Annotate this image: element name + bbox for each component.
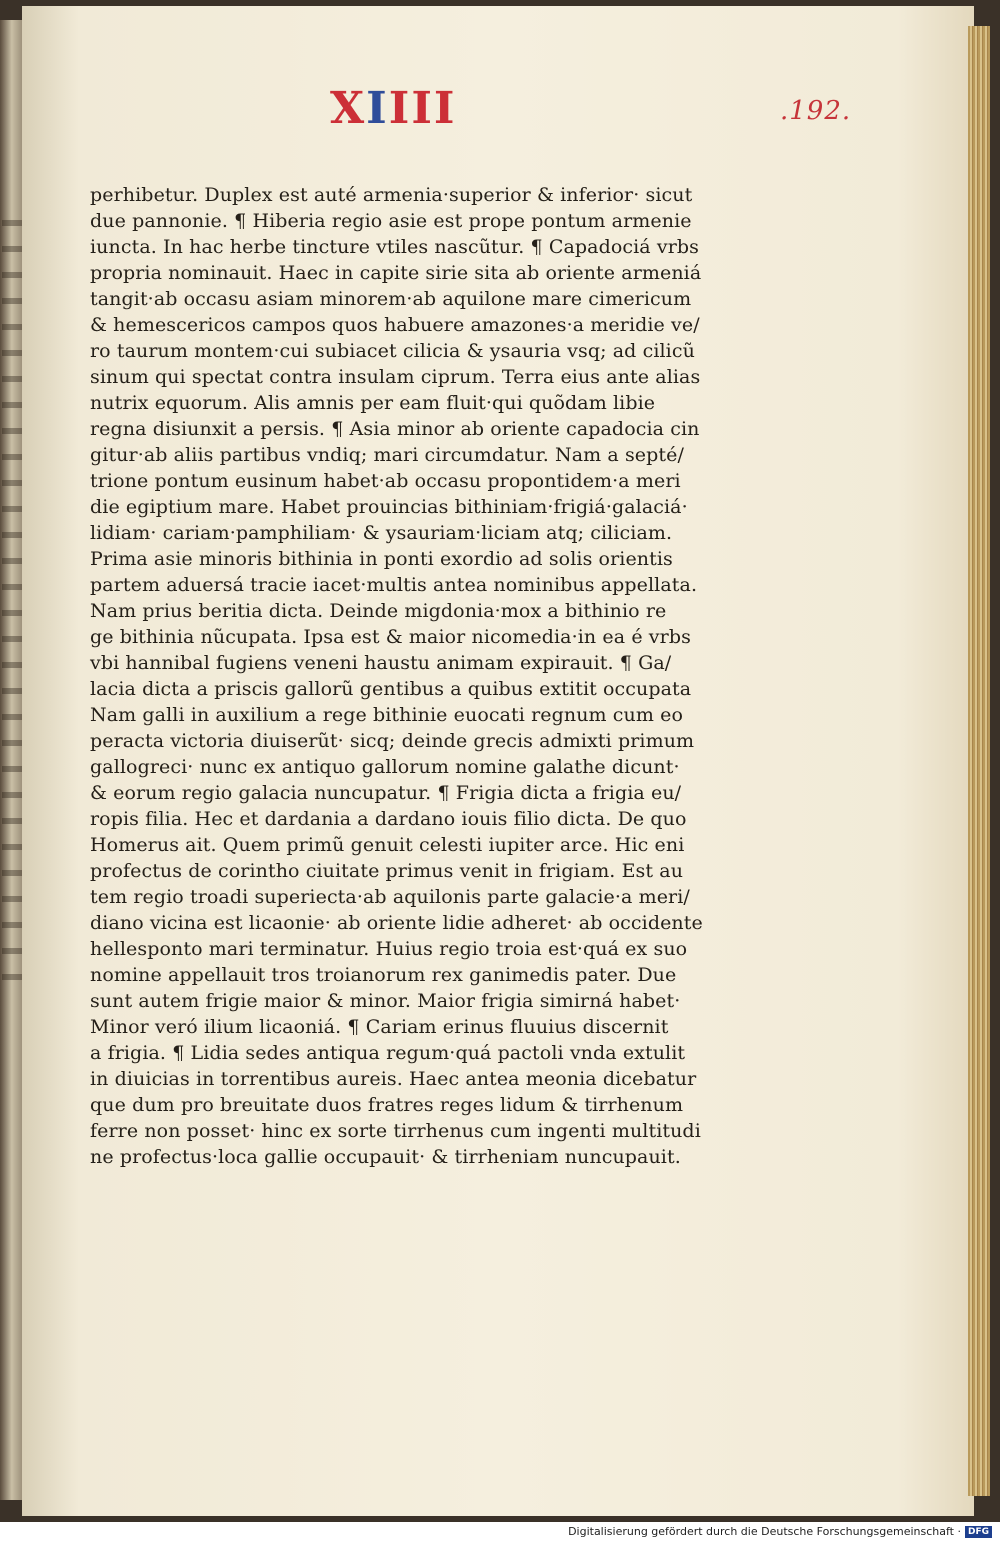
heading-red-1: X — [330, 83, 367, 134]
dfg-logo: DFG — [965, 1526, 992, 1538]
text-line: vbi hannibal fugiens veneni haustu animam expirauit. ¶ Ga/ — [90, 652, 672, 674]
text-line: & hemescericos campos quos habuere amazones·a meridie ve/ — [90, 314, 700, 336]
text-line: iuncta. In hac herbe tincture vtiles nascũtur. ¶ Capadociá vrbs — [90, 236, 699, 258]
text-line: trione pontum eusinum habet·ab occasu propontidem·a meri — [90, 470, 681, 492]
text-line: tem regio troadi superiecta·ab aquilonis parte galacie·a meri/ — [90, 886, 690, 908]
text-line: Prima asie minoris bithinia in ponti exordio ad solis orientis — [90, 548, 673, 570]
text-line: Homerus ait. Quem primũ genuit celesti iupiter arce. Hic eni — [90, 834, 685, 856]
text-line: sinum qui spectat contra insulam ciprum. Terra eius ante alias — [90, 366, 701, 388]
text-line: lacia dicta a priscis gallorũ gentibus a quibus extitit occupata — [90, 678, 692, 700]
text-line: sunt autem frigie maior & minor. Maior frigia simirná habet· — [90, 990, 681, 1012]
text-line: due pannonie. ¶ Hiberia regio asie est prope pontum armenie — [90, 210, 692, 232]
text-line: profectus de corintho ciuitate primus venit in frigiam. Est au — [90, 860, 684, 882]
footer-credit — [568, 1525, 992, 1538]
text-line: in diuicias in torrentibus aureis. Haec antea meonia dicebatur — [90, 1068, 697, 1090]
left-page-text-fragment — [2, 220, 22, 1000]
text-line: gitur·ab aliis partibus vndiq; mari circumdatur. Nam a septé/ — [90, 444, 684, 466]
text-line: Nam prius beritia dicta. Deinde migdonia·mox a bithinio re — [90, 600, 667, 622]
text-line: partem aduersá tracie iacet·multis antea nominibus appellata. — [90, 574, 698, 596]
text-line: ne profectus·loca gallie occupauit· & tirrheniam nuncupauit. — [90, 1146, 681, 1168]
text-line: propria nominauit. Haec in capite sirie sita ab oriente armeniá — [90, 262, 702, 284]
text-line: peracta victoria diuiserũt· sicq; deinde grecis admixti primum — [90, 730, 695, 752]
text-line: diano vicina est licaonie· ab oriente lidie adheret· ab occidente — [90, 912, 703, 934]
chapter-heading — [330, 83, 457, 134]
text-line: ge bithinia nũcupata. Ipsa est & maior nicomedia·in ea é vrbs — [90, 626, 691, 648]
text-line: ferre non posset· hinc ex sorte tirrhenus cum ingenti multitudi — [90, 1120, 701, 1142]
page-fore-edge — [968, 26, 990, 1496]
text-line: tangit·ab occasu asiam minorem·ab aquilone mare cimericum — [90, 288, 692, 310]
text-line: & eorum regio galacia nuncupatur. ¶ Frigia dicta a frigia eu/ — [90, 782, 682, 804]
text-block — [90, 182, 730, 1170]
text-line: nutrix equorum. Alis amnis per eam fluit·qui quõdam libie — [90, 392, 656, 414]
footer-text: Digitalisierung gefördert durch die Deutsche Forschungsgemeinschaft · — [568, 1525, 961, 1538]
folio-number: .192. — [780, 96, 852, 126]
text-line: die egiptium mare. Habet prouincias bithiniam·frigiá·galaciá· — [90, 496, 688, 518]
text-line: Minor veró ilium licaoniá. ¶ Cariam erinus fluuius discernit — [90, 1016, 669, 1038]
text-line: ropis filia. Hec et dardania a dardano iouis filio dicta. De quo — [90, 808, 687, 830]
text-line: perhibetur. Duplex est auté armenia·superior & inferior· sicut — [90, 184, 693, 206]
text-line: gallogreci· nunc ex antiquo gallorum nomine galathe dicunt· — [90, 756, 680, 778]
text-line: ro taurum montem·cui subiacet cilicia & ysauria vsq; ad cilicũ — [90, 340, 695, 362]
text-line: regna disiunxit a persis. ¶ Asia minor ab oriente capadocia cin — [90, 418, 700, 440]
text-line: nomine appellauit tros troianorum rex ganimedis pater. Due — [90, 964, 677, 986]
heading-red-2: III — [388, 83, 457, 134]
heading-blue: I — [366, 83, 389, 134]
text-line: hellesponto mari terminatur. Huius regio troia est·quá ex suo — [90, 938, 688, 960]
text-line: Nam galli in auxilium a rege bithinie euocati regnum cum eo — [90, 704, 684, 726]
text-line: a frigia. ¶ Lidia sedes antiqua regum·quá pactoli vnda extulit — [90, 1042, 686, 1064]
text-line: lidiam· cariam·pamphiliam· & ysauriam·liciam atq; ciliciam. — [90, 522, 673, 544]
text-line: que dum pro breuitate duos fratres reges lidum & tirrhenum — [90, 1094, 684, 1116]
